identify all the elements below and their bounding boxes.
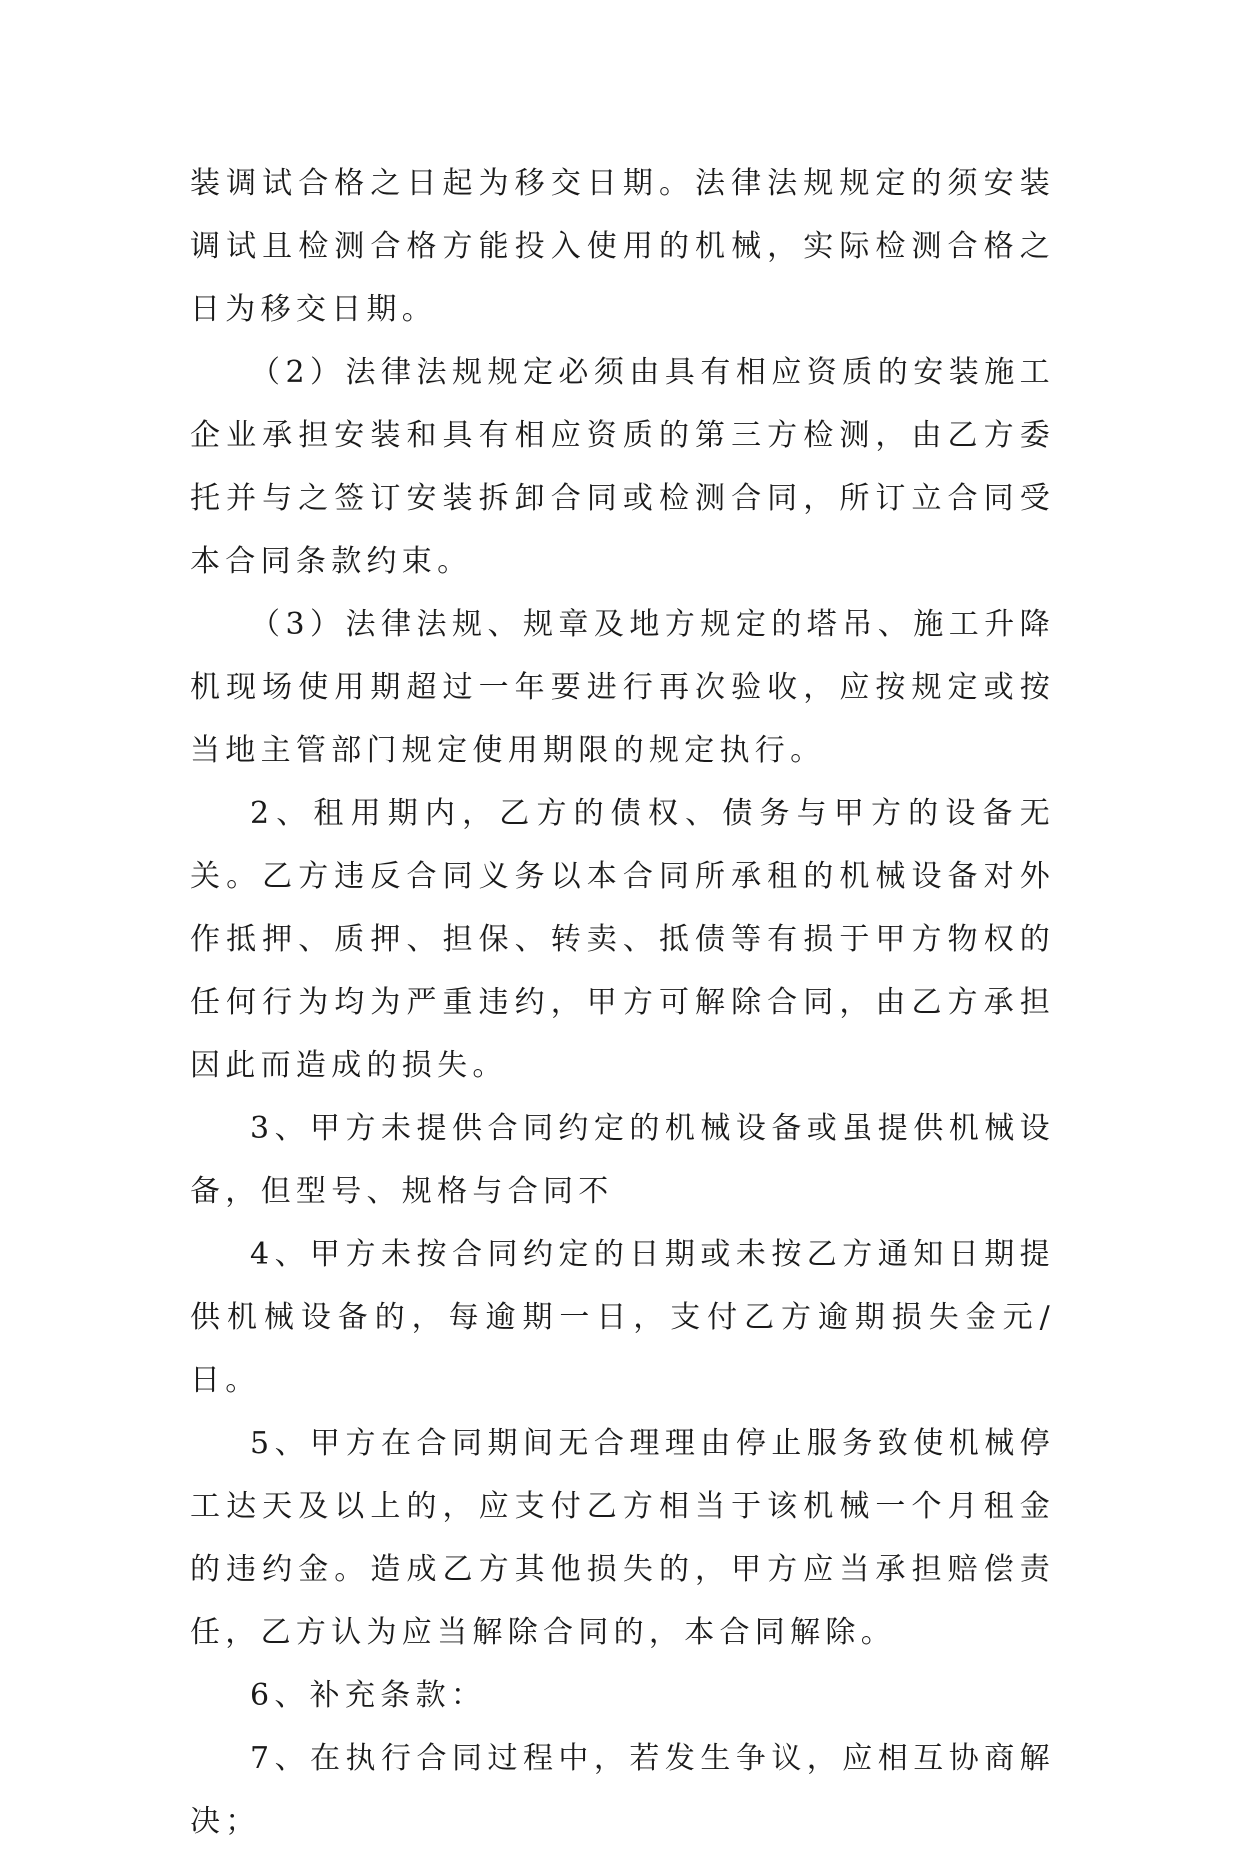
paragraph-clause-2: 2、租用期内，乙方的债权、债务与甲方的设备无关。乙方违反合同义务以本合同所承租的机械设备对外作抵押、质押、担保、转卖、抵债等有损于甲方物权的任何行为均为严重违约，甲方可解除合同，由乙方承担因此而造成的损失。 [190, 796, 1055, 1083]
paragraph-clause-5: 5、甲方在合同期间无合理理由停止服务致使机械停工达天及以上的，应支付乙方相当于该机械一个月租金的违约金。造成乙方其他损失的，甲方应当承担赔偿责任，乙方认为应当解除合同的，本合同解除。 [190, 1426, 1055, 1650]
paragraph-clause-1-3: （3）法律法规、规章及地方规定的塔吊、施工升降机现场使用期超过一年要进行再次验收，应按规定或按当地主管部门规定使用期限的规定执行。 [190, 607, 1055, 768]
paragraph-clause-1-2: （2）法律法规规定必须由具有相应资质的安装施工企业承担安装和具有相应资质的第三方检测，由乙方委托并与之签订安装拆卸合同或检测合同，所订立合同受本合同条款约束。 [190, 355, 1055, 579]
document-page [190, 152, 1055, 1853]
paragraph-clause-7: 7、在执行合同过程中，若发生争议，应相互协商解决； [190, 1741, 1055, 1839]
paragraph-continuation: 装调试合格之日起为移交日期。法律法规规定的须安装调试且检测合格方能投入使用的机械，实际检测合格之日为移交日期。 [190, 166, 1055, 327]
paragraph-clause-6: 6、补充条款： [250, 1678, 487, 1713]
paragraph-clause-3: 3、甲方未提供合同约定的机械设备或虽提供机械设备，但型号、规格与合同不 [190, 1111, 1055, 1209]
paragraph-clause-4: 4、甲方未按合同约定的日期或未按乙方通知日期提供机械设备的，每逾期一日，支付乙方逾期损失金元/日。 [190, 1237, 1055, 1398]
